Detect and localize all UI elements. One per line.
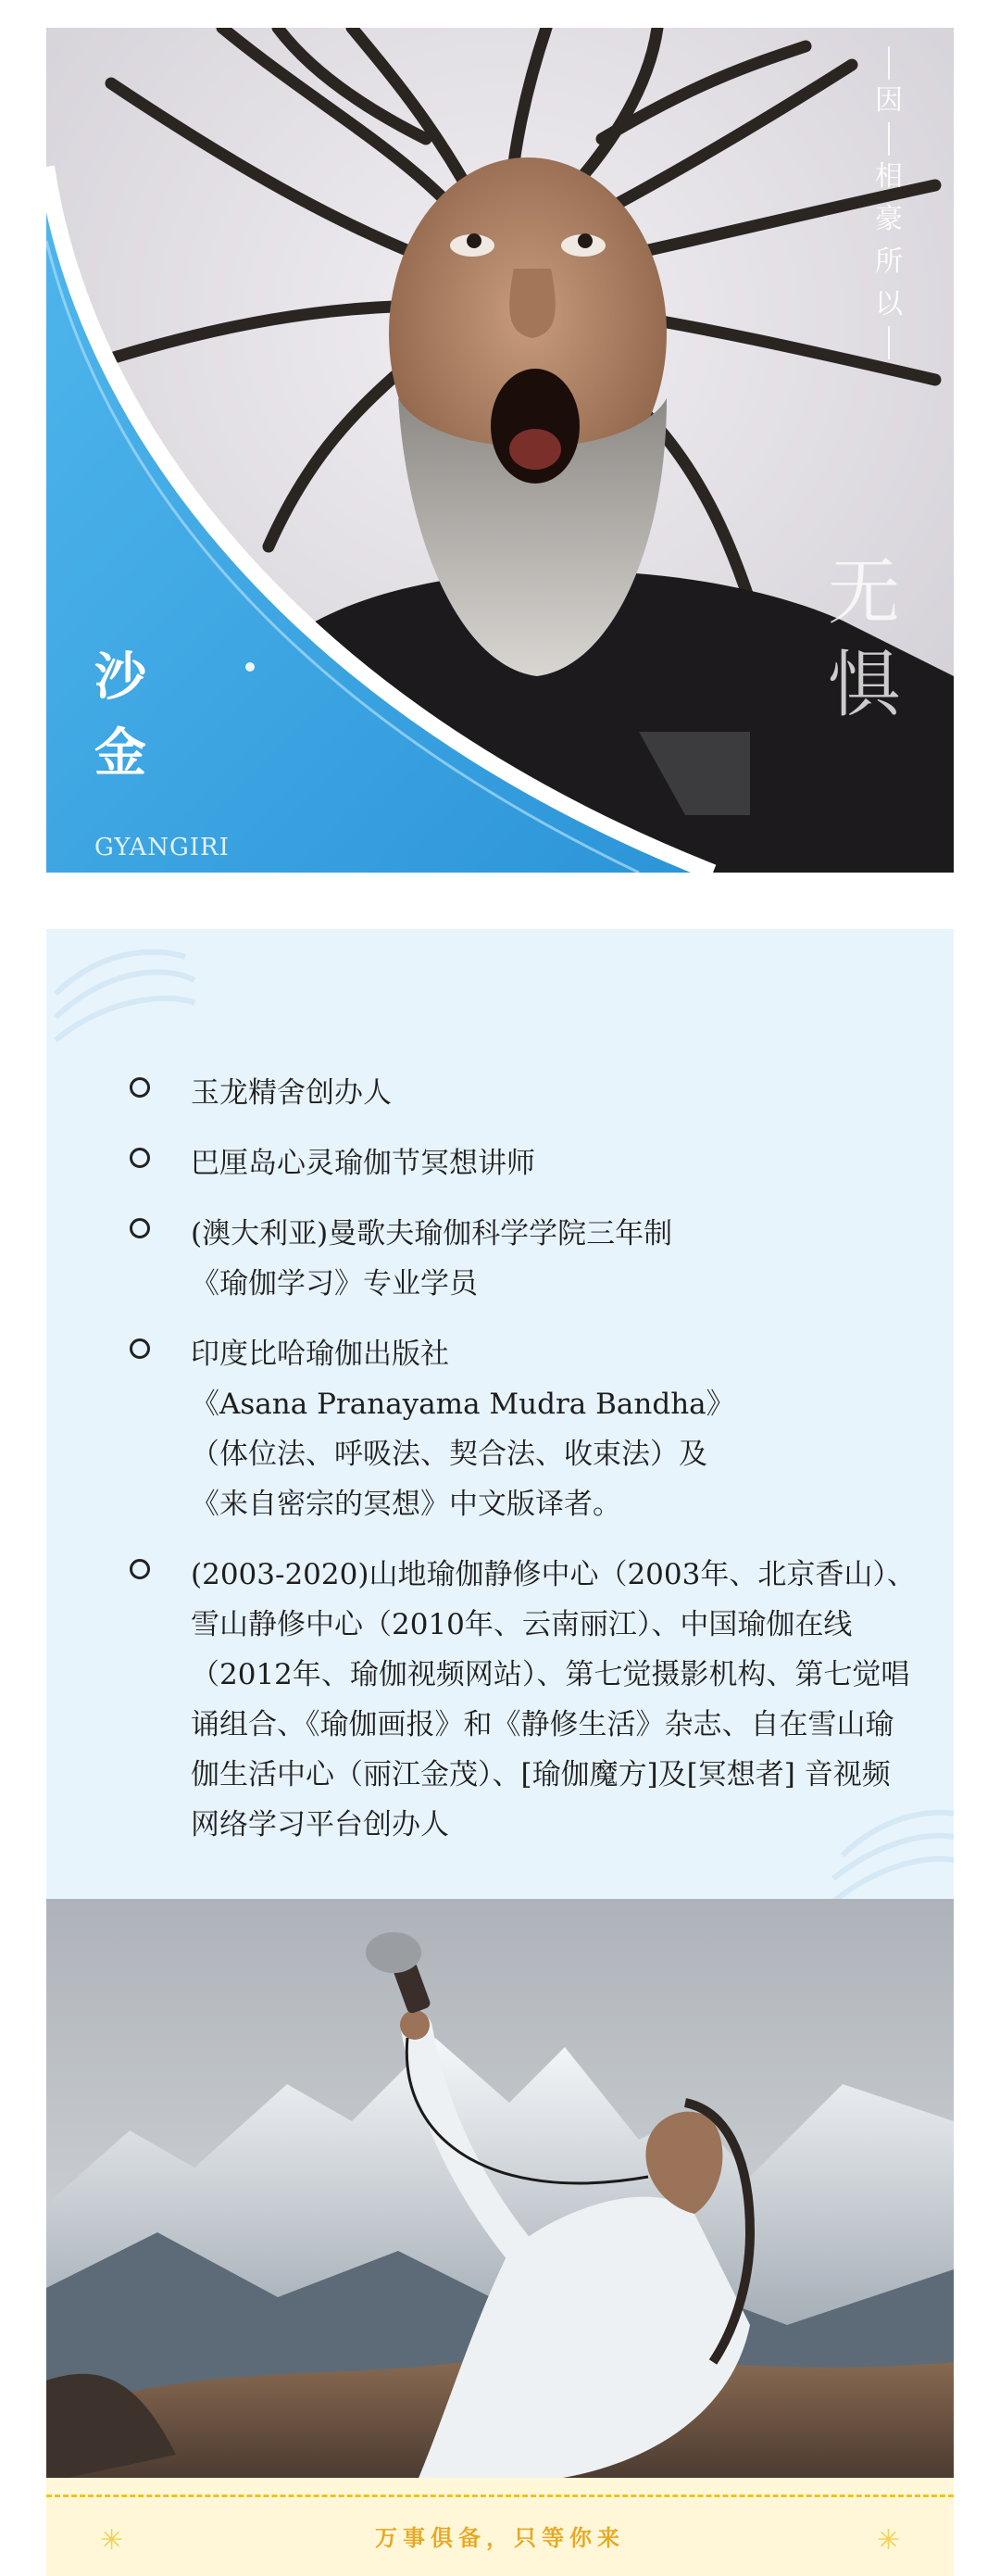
caption-char: 以: [875, 288, 903, 320]
bio-text: 玉龙精舍创办人: [191, 1076, 392, 1110]
footer-band: [46, 2478, 954, 2576]
hero-portrait: [46, 28, 954, 873]
slogan-char: 惧: [827, 644, 900, 727]
bullet-circle-icon: [130, 1218, 150, 1238]
portrait-illustration: [46, 28, 954, 873]
slogan-char: 无: [827, 551, 900, 635]
bullet-circle-icon: [130, 1559, 150, 1579]
sparkle-icon: ✳: [876, 2524, 900, 2557]
person-name-en: GYANGIRI: [94, 834, 230, 861]
bio-item: [46, 1329, 954, 1529]
caption-char: 相: [875, 160, 903, 193]
bio-text: (澳大利亚)曼歌夫瑜伽科学学院三年制 《瑜伽学习》专业学员: [191, 1217, 673, 1301]
bio-text: 印度比哈瑜伽出版社 《Asana Pranayama Mudra Bandha》 （体位法、呼吸法、契合法、收束法）及 《来自密宗的冥想》中文版译者。: [191, 1338, 735, 1521]
footer-slogan: 万事俱备，只等你来: [375, 2524, 625, 2551]
person-name-cn: 沙金: [94, 647, 146, 784]
sparkle-icon: ✳: [100, 2524, 124, 2557]
mountain-illustration: [46, 1899, 954, 2482]
bio-list: [46, 1068, 954, 1870]
caption-char: 所: [875, 245, 903, 278]
vertical-caption: [870, 46, 907, 359]
bio-item: [46, 1138, 954, 1188]
bullet-circle-icon: [130, 1077, 150, 1098]
caption-divider: [888, 46, 890, 80]
bio-text: 巴厘岛心灵瑜伽节冥想讲师: [191, 1147, 535, 1180]
bullet-circle-icon: [130, 1338, 150, 1359]
caption-divider: [888, 122, 890, 156]
caption-char: 豪: [875, 203, 903, 235]
bio-text: (2003-2020)山地瑜伽静修中心（2003年、北京香山）、雪山静修中心（2010年、云南丽江）、中国瑜伽在线（2012年、瑜伽视频网站）、第七觉摄影机构、第七觉唱诵组合、《瑜伽画报》和《静修生活》杂志、自在雪山瑜伽生活中心（丽江金茂）、[瑜伽魔方]及[冥想者] 音视频网络学习平台创办人: [191, 1558, 916, 1841]
footer-divider: [46, 2494, 954, 2497]
mountain-photo: [46, 1899, 954, 2482]
caption-divider: [888, 326, 890, 359]
vertical-slogan: [822, 547, 906, 732]
bio-item: [46, 1068, 954, 1118]
caption-char: 因: [875, 84, 903, 117]
bio-item: [46, 1209, 954, 1309]
bio-panel: [46, 929, 954, 1902]
bio-item: [46, 1550, 954, 1850]
bullet-circle-icon: [130, 1148, 150, 1168]
